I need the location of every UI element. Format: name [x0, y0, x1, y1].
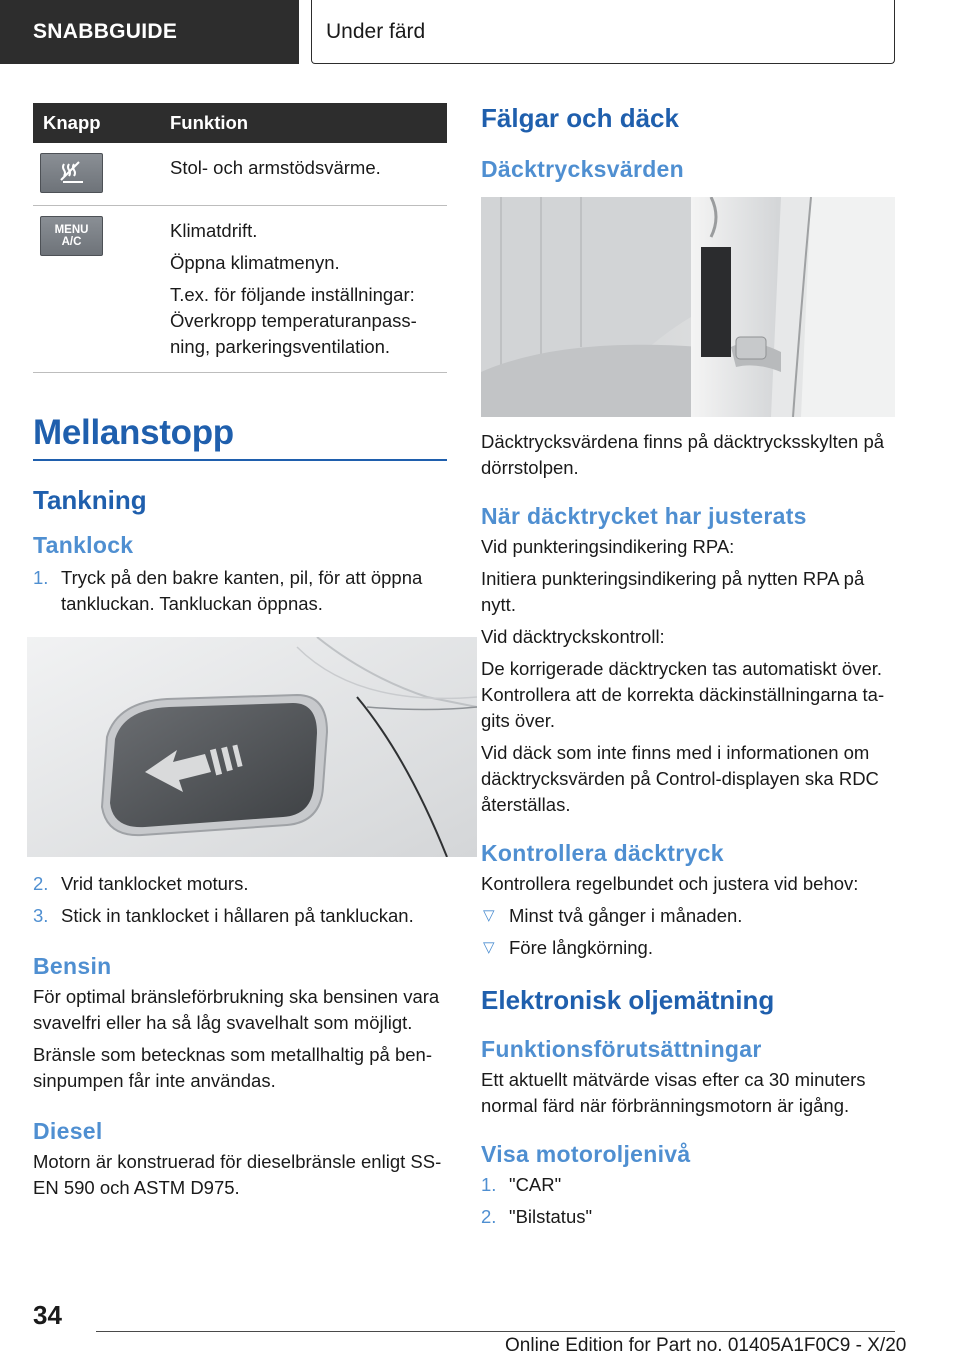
table-header-funktion: Funktion: [170, 103, 447, 143]
function-text: Klimatdrift.: [170, 220, 258, 241]
table-header-knapp: Knapp: [33, 103, 170, 143]
heading-falgar-och-dack: Fälgar och däck: [481, 103, 679, 133]
heading-bensin: Bensin: [33, 953, 112, 979]
list-item: 1. "CAR": [481, 1174, 562, 1195]
heading-tankning: Tankning: [33, 485, 147, 515]
function-text: Öppna klimatmenyn.: [170, 252, 340, 273]
seat-heating-icon: [40, 153, 103, 193]
paragraph: Initiera punkteringsindikering på nytten RPA på nytt.: [481, 568, 865, 615]
right-column: [481, 103, 895, 1230]
left-column: [33, 103, 447, 1201]
heading-funktionsforutsattningar: Funktionsförutsättningar: [481, 1036, 762, 1062]
function-text: Stol- och armstödsvärme.: [170, 157, 381, 178]
table-row: [33, 143, 447, 206]
list-item: 2. Vrid tanklocket moturs.: [33, 873, 249, 894]
heading-elektronisk-oljematning: Elektronisk oljemätning: [481, 985, 775, 1015]
paragraph: Vid däcktryckskontroll:: [481, 626, 665, 647]
paragraph: Ett aktuellt mätvärde visas efter ca 30 minuters normal färd när förbränningsmotorn är igång.: [481, 1069, 866, 1116]
paragraph: Motorn är konstruerad för dieselbränsle enligt SS-EN 590 och ASTM D975.: [33, 1151, 442, 1198]
list-item: ▽ Före långkörning.: [481, 935, 895, 961]
footer-edition: Online Edition for Part no. 01405A1F0C9 - X/20: [505, 1335, 907, 1356]
triangle-bullet-icon: ▽: [483, 939, 495, 956]
menu-ac-button-icon: MENU A/C: [40, 216, 103, 256]
triangle-bullet-icon: ▽: [483, 907, 495, 924]
button-function-table: [33, 103, 447, 373]
fuel-flap-image: [27, 637, 477, 857]
heading-nar-dacktrycket-har-justerats: När däcktrycket har justerats: [481, 503, 807, 529]
list-item: 1. Tryck på den bakre kanten, pil, för att öppna tankluckan. Tankluckan öppnas.: [33, 567, 423, 614]
footer-divider: [96, 1331, 895, 1332]
paragraph: Vid däck som inte finns med i informationen om däcktrycksvärden på Control-displayen ska RDC återställas.: [481, 742, 879, 815]
heading-diesel: Diesel: [33, 1118, 103, 1144]
list-item: ▽ Minst två gånger i månaden.: [481, 903, 895, 929]
table-row: [33, 206, 447, 373]
page-number: 34: [33, 1300, 62, 1330]
paragraph: Däcktrycksvärdena finns på däcktrycksskylten på dörrstolpen.: [481, 431, 885, 478]
header-tabs: [0, 0, 960, 66]
heading-kontrollera-dacktryck: Kontrollera däcktryck: [481, 840, 724, 866]
heading-visa-motoroljeniva: Visa motoroljenivå: [481, 1141, 691, 1167]
paragraph: Kontrollera regelbundet och justera vid behov:: [481, 873, 859, 894]
paragraph: Vid punkteringsindikering RPA:: [481, 536, 735, 557]
paragraph: För optimal bränsleförbrukning ska bensinen vara svavelfri eller ha så låg svavelhalt som möjligt.: [33, 986, 440, 1033]
paragraph: Bränsle som betecknas som metallhaltig på bensinpumpen får inte användas.: [33, 1044, 432, 1091]
list-item: 3. Stick in tanklocket i hållaren på tankluckan.: [33, 905, 414, 926]
door-pillar-image: [481, 197, 895, 417]
list-item: 2. "Bilstatus": [481, 1206, 593, 1227]
function-text: T.ex. för följande inställningar: Överkropp temperaturanpassning, parkeringsventilation.: [170, 284, 417, 357]
heading-dacktrycksvarden: Däcktrycksvärden: [481, 156, 684, 182]
paragraph: De korrigerade däcktrycken tas automatiskt över. Kontrollera att de korrekta däckinställningarna tagits över.: [481, 658, 885, 731]
section-tab: SNABBGUIDE: [0, 0, 299, 64]
section-title-mellanstopp: Mellanstopp: [33, 413, 447, 461]
chapter-tab: Under färd: [311, 0, 895, 64]
heading-tanklock: Tanklock: [33, 532, 134, 558]
